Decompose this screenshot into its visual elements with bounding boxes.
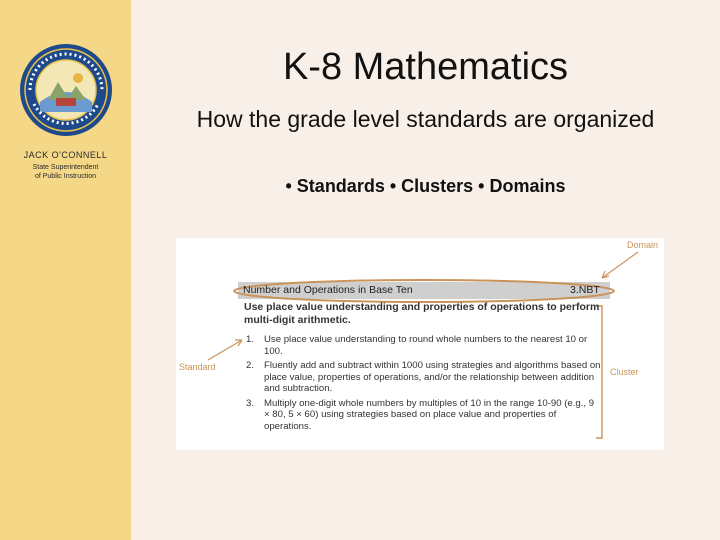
presenter-name: JACK O'CONNELL: [23, 150, 108, 160]
california-seal-icon: [18, 42, 114, 138]
presenter-role-line1: State Superintendent: [32, 164, 99, 171]
presenter-block: [0, 150, 131, 181]
standard-number: 3.: [246, 397, 255, 409]
cluster-annotation-label: Cluster: [610, 367, 639, 377]
domain-name: Number and Operations in Base Ten: [243, 284, 413, 296]
standard-number: 2.: [246, 360, 255, 371]
standards-figure: [176, 238, 664, 450]
standard-annotation-label: Standard: [179, 362, 216, 372]
standard-text: Use place value understanding to round whole numbers to the nearest 10 or 100.: [264, 334, 588, 357]
slide-subtitle: How the grade level standards are organized: [196, 106, 655, 132]
slide-title: K-8 Mathematics: [282, 46, 569, 88]
domain-annotation-label: Domain: [627, 240, 659, 250]
slide-bullets: • Standards • Clusters • Domains: [285, 176, 566, 196]
cluster-heading: Use place value understanding and properties of operations to perform multi-digit arithmetic.: [244, 301, 600, 326]
standard-text: Multiply one-digit whole numbers by multiples of 10 in the range 10-90 (e.g., 9 × 80, 5 × 60) using strategies based on place value and properties of operations.: [264, 397, 595, 432]
presenter-role-line2: of Public Instruction: [34, 173, 97, 180]
standard-number: 1.: [246, 334, 255, 345]
standard-item: [246, 360, 602, 395]
standard-item: [246, 398, 602, 433]
standard-item: [246, 334, 602, 357]
standard-text: Fluently add and subtract within 1000 using strategies and algorithms based on place value, properties of operations, and/or the relationship between addition and subtraction.: [264, 360, 601, 394]
sidebar: [0, 0, 131, 540]
domain-code: 3.NBT: [570, 284, 600, 296]
standards-list: [246, 334, 602, 435]
